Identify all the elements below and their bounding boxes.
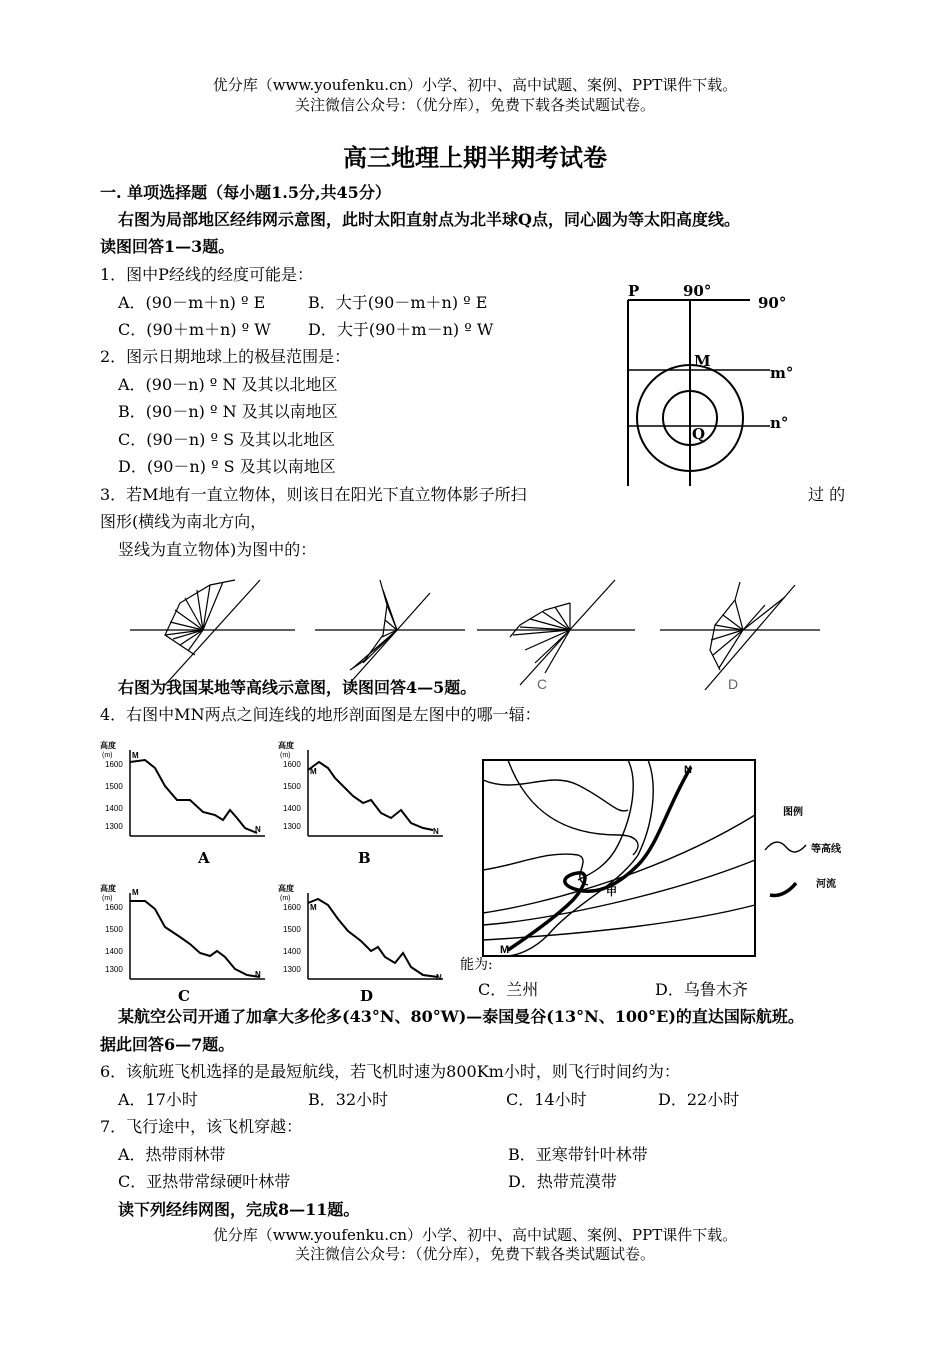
- q2-stem: 2．图示日期地球上的极昼范围是：: [100, 347, 351, 366]
- ylabel-b: 高度: [278, 741, 294, 750]
- label-a: A: [198, 849, 210, 867]
- profile-c[interactable]: [100, 883, 265, 1005]
- shadow-label-d: D: [728, 676, 739, 692]
- label-b: B: [358, 849, 371, 867]
- end-b: N: [433, 827, 439, 836]
- tick-d-1400: 1400: [283, 947, 301, 956]
- unit-b: (m): [280, 752, 291, 759]
- legend-title: 图例: [783, 807, 803, 818]
- q1-option-a[interactable]: A．(90－m＋n) º E: [118, 293, 266, 312]
- intro-3-line-2: 据此回答6—7题。: [100, 1035, 235, 1054]
- ylabel-a: 高度: [100, 741, 116, 750]
- header-line-1: 优分库（www.youfenku.cn）小学、初中、高中试题、案例、PPT课件下载。: [212, 76, 738, 94]
- q6-option-c[interactable]: C．14小时: [506, 1090, 587, 1109]
- map-m-label: M: [500, 944, 510, 956]
- legend-contour-icon: [765, 842, 806, 852]
- shadow-option-a[interactable]: [130, 580, 295, 685]
- shadow-option-b[interactable]: [315, 580, 465, 683]
- map-jia-label: 甲: [606, 886, 617, 898]
- q7-option-c[interactable]: C．亚热带常绿硬叶林带: [118, 1172, 291, 1191]
- q7-stem: 7．飞行途中，该飞机穿越：: [100, 1117, 303, 1136]
- q5-option-d[interactable]: D．乌鲁木齐: [655, 980, 748, 999]
- p-label: P: [628, 282, 640, 300]
- profile-charts: [95, 738, 465, 1010]
- start-d: M: [310, 903, 317, 912]
- tick-b-1400: 1400: [283, 804, 301, 813]
- tick-b-1600: 1600: [283, 760, 301, 769]
- q6-option-a[interactable]: A．17小时: [118, 1090, 198, 1109]
- profile-d[interactable]: [278, 883, 443, 1005]
- q3-stem-line-2: 图形(横线为南北方向，: [100, 512, 267, 531]
- shadow-option-d[interactable]: [660, 582, 820, 690]
- q2-option-d[interactable]: D．(90－n) º S 及其以南地区: [118, 457, 336, 476]
- tick-a-1500: 1500: [105, 782, 123, 791]
- q3-stem-tail: 过 的: [808, 485, 846, 504]
- q7-option-a[interactable]: A．热带雨林带: [118, 1145, 226, 1164]
- legend-contour-label: 等高线: [811, 844, 841, 855]
- q3-stem-line-3: 竖线为直立物体)为图中的：: [118, 540, 317, 559]
- footer-line-1: 优分库（www.youfenku.cn）小学、初中、高中试题、案例、PPT课件下载。: [212, 1226, 738, 1244]
- q1-stem: 1．图中P经线的经度可能是：: [100, 265, 313, 284]
- q7-option-d[interactable]: D．热带荒漠带: [508, 1172, 617, 1191]
- tick-d-1600: 1600: [283, 903, 301, 912]
- label-c: C: [178, 987, 190, 1005]
- tick-b-1500: 1500: [283, 782, 301, 791]
- legend-river-icon: [770, 883, 796, 896]
- q7-option-b[interactable]: B．亚寒带针叶林带: [508, 1145, 648, 1164]
- end-a: N: [255, 825, 261, 834]
- top-90-label: 90°: [683, 282, 712, 300]
- right-90-label: 90°: [758, 294, 787, 312]
- tick-c-1300: 1300: [105, 965, 123, 974]
- intro-2: 右图为我国某地等高线示意图，读图回答4—5题。: [118, 678, 477, 697]
- q5-fragment: 能为:: [460, 957, 493, 973]
- start-b: M: [310, 767, 317, 776]
- q6-option-b[interactable]: B．32小时: [308, 1090, 389, 1109]
- intro-1-line-1: 右图为局部地区经纬网示意图，此时太阳直射点为北半球Q点，同心圆为等太阳高度线。: [118, 210, 740, 229]
- n-degree-label: n°: [770, 414, 789, 432]
- q2-option-b[interactable]: B．(90－n) º N 及其以南地区: [118, 402, 338, 421]
- q5-option-c[interactable]: C．兰州: [478, 980, 539, 999]
- start-c: M: [132, 888, 139, 897]
- contour-map: [478, 755, 868, 960]
- tick-d-1500: 1500: [283, 925, 301, 934]
- tick-b-1300: 1300: [283, 822, 301, 831]
- q2-option-c[interactable]: C．(90－n) º S 及其以北地区: [118, 430, 336, 449]
- q6-option-d[interactable]: D．22小时: [658, 1090, 740, 1109]
- m-degree-label: m°: [770, 364, 794, 382]
- unit-a: (m): [102, 752, 113, 759]
- page-title: 高三地理上期半期考试卷: [343, 143, 607, 172]
- q3-stem: 3．若M地有一直立物体，则该日在阳光下直立物体影子所扫: [100, 485, 527, 504]
- profile-a[interactable]: [100, 740, 265, 867]
- q1-option-d[interactable]: D．大于(90＋m－n) º W: [308, 320, 494, 339]
- ylabel-d: 高度: [278, 884, 294, 893]
- map-n-label: N: [684, 764, 692, 776]
- q1-option-b[interactable]: B．大于(90－m＋n) º E: [308, 293, 488, 312]
- label-d: D: [360, 987, 374, 1005]
- tick-c-1500: 1500: [105, 925, 123, 934]
- intro-1-line-2: 读图回答1—3题。: [100, 237, 235, 256]
- unit-c: (m): [102, 895, 113, 902]
- unit-d: (m): [280, 895, 291, 902]
- tick-c-1600: 1600: [105, 903, 123, 912]
- q1-option-c[interactable]: C．(90＋m＋n) º W: [118, 320, 271, 339]
- q-label: Q: [692, 425, 706, 443]
- intro-4: 读下列经纬网图，完成8—11题。: [118, 1200, 360, 1219]
- tick-a-1400: 1400: [105, 804, 123, 813]
- end-d: N: [436, 973, 442, 982]
- footer-line-2: 关注微信公众号：（优分库），免费下载各类试题试卷。: [294, 1245, 655, 1263]
- shadow-label-c: C: [537, 676, 548, 692]
- end-c: N: [255, 970, 261, 979]
- m-label: M: [694, 352, 711, 370]
- tick-c-1400: 1400: [105, 947, 123, 956]
- start-a: M: [132, 751, 139, 760]
- tick-a-1600: 1600: [105, 760, 123, 769]
- ylabel-c: 高度: [100, 884, 116, 893]
- q2-option-a[interactable]: A．(90－n) º N 及其以北地区: [118, 375, 338, 394]
- q6-stem: 6．该航班飞机选择的是最短航线，若飞机时速为800Km小时，则飞行时间约为：: [100, 1062, 680, 1081]
- section-heading: 一. 单项选择题（每小题1.5分,共45分）: [100, 183, 391, 202]
- q4-stem: 4．右图中MN两点之间连线的地形剖面图是左图中的哪一辐：: [100, 705, 541, 724]
- header-line-2: 关注微信公众号：（优分库），免费下载各类试题试卷。: [294, 96, 655, 114]
- latlong-diagram: [600, 278, 840, 490]
- intro-3-line-1: 某航空公司开通了加拿大多伦多(43°N、80°W)—泰国曼谷(13°N、100°E)的直达国际航班。: [118, 1007, 804, 1026]
- profile-b[interactable]: [278, 740, 443, 867]
- shadow-figures: [125, 575, 825, 693]
- shadow-option-c[interactable]: [477, 580, 635, 685]
- tick-d-1300: 1300: [283, 965, 301, 974]
- legend-river-label: 河流: [816, 879, 836, 890]
- tick-a-1300: 1300: [105, 822, 123, 831]
